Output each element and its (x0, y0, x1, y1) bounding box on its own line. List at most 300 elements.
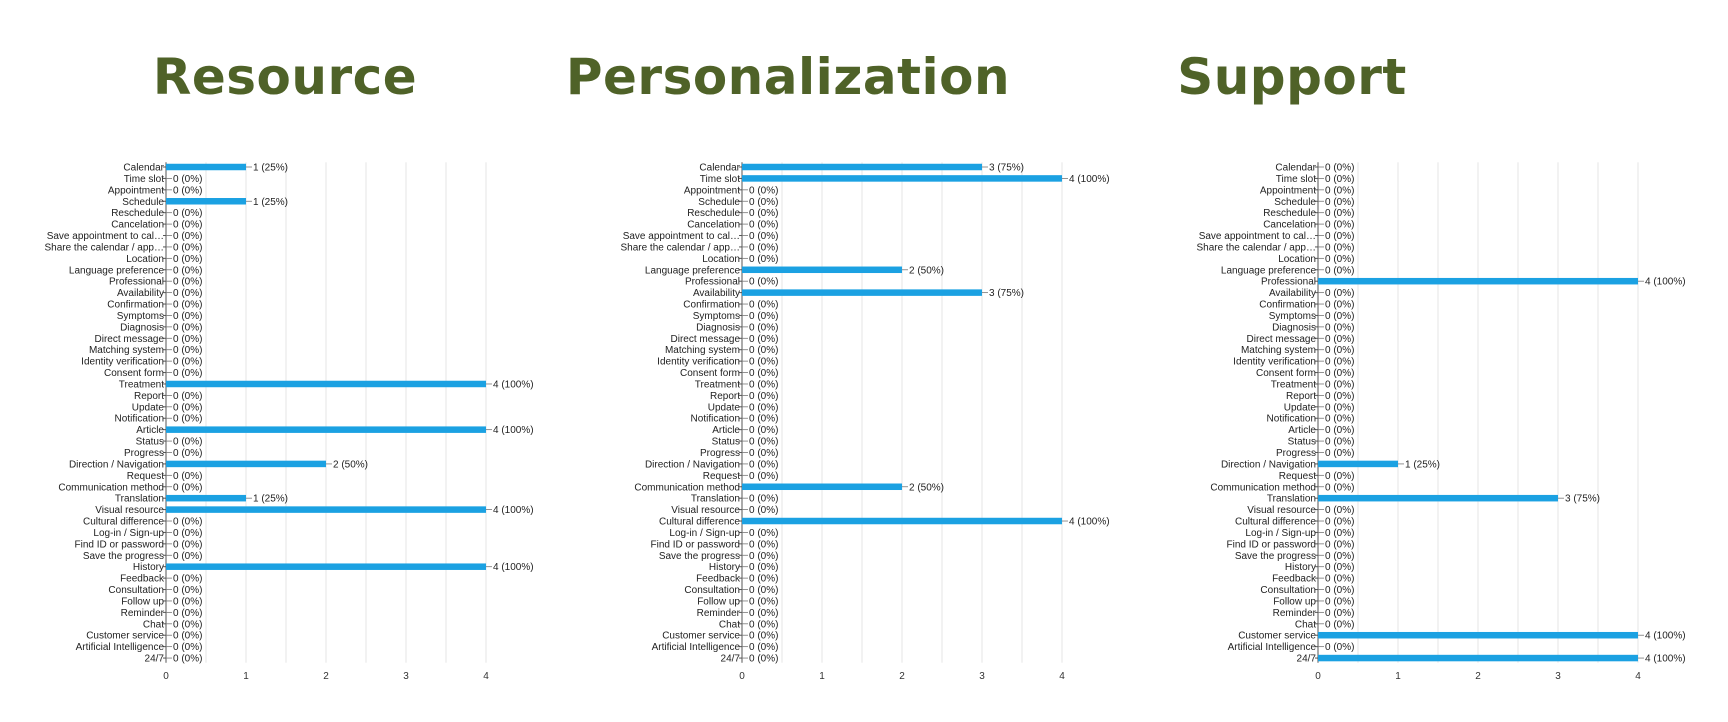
bar-chart-personalization (576, 0, 1152, 722)
category-label: Matching system (1240, 345, 1316, 357)
category-label: Direction / Navigation (644, 459, 740, 471)
data-label: 0 (0%) (173, 242, 203, 254)
category-label: Treatment (694, 379, 740, 391)
bar (166, 563, 486, 570)
data-label: 0 (0%) (173, 368, 203, 380)
data-label: 0 (0%) (1325, 173, 1355, 185)
data-label: 0 (0%) (173, 185, 203, 197)
data-label: 0 (0%) (749, 390, 779, 402)
data-label: 0 (0%) (749, 345, 779, 357)
x-tick-label: 4 (1635, 670, 1641, 682)
data-label: 0 (0%) (749, 459, 779, 471)
data-label: 0 (0%) (749, 299, 779, 311)
category-label: Feedback (696, 573, 740, 585)
category-label: History (1284, 562, 1316, 574)
category-label: Availability (1268, 288, 1316, 300)
data-label: 1 (25%) (253, 162, 289, 174)
data-label: 0 (0%) (173, 231, 203, 243)
category-label: Reschedule (687, 208, 740, 220)
category-label: Report (1285, 390, 1316, 402)
category-label: Direction / Navigation (68, 459, 164, 471)
category-label: Reminder (1272, 607, 1316, 619)
category-label: Report (709, 390, 740, 402)
panel-resource (0, 0, 576, 722)
bar (166, 198, 246, 205)
category-label: Calendar (1275, 162, 1316, 174)
category-label: Request (126, 470, 164, 482)
category-label: 24/7 (1296, 653, 1316, 665)
category-label: Reminder (120, 607, 164, 619)
category-label: Availability (116, 288, 164, 300)
data-label: 1 (25%) (1405, 459, 1441, 471)
category-label: Save appointment to cal… (1198, 231, 1316, 243)
data-label: 3 (75%) (989, 288, 1025, 300)
data-label: 0 (0%) (749, 539, 779, 551)
category-label: Cultural difference (83, 516, 164, 528)
data-label: 0 (0%) (173, 288, 203, 300)
category-label: Confirmation (1259, 299, 1316, 311)
data-label: 4 (100%) (493, 505, 534, 517)
data-label: 0 (0%) (1325, 642, 1355, 654)
category-label: Professional (108, 276, 164, 288)
bar (166, 461, 326, 468)
panel-personalization (565, 0, 1152, 722)
data-label: 0 (0%) (1325, 345, 1355, 357)
category-label: Identity verification (657, 356, 740, 368)
category-label: 24/7 (144, 653, 164, 665)
data-label: 0 (0%) (749, 585, 779, 597)
data-label: 0 (0%) (1325, 482, 1355, 494)
category-label: Consultation (684, 585, 740, 597)
data-label: 4 (100%) (1069, 516, 1110, 528)
data-label: 0 (0%) (173, 527, 203, 539)
category-label: Share the calendar / app… (1196, 242, 1316, 254)
data-label: 0 (0%) (1325, 231, 1355, 243)
category-label: Save the progress (1234, 550, 1316, 562)
category-label: Treatment (118, 379, 164, 391)
data-label: 0 (0%) (749, 505, 779, 517)
data-label: 0 (0%) (749, 653, 779, 665)
data-label: 2 (50%) (909, 265, 945, 277)
data-label: 0 (0%) (1325, 550, 1355, 562)
chart-title-personalization: Personalization (565, 48, 1011, 106)
category-label: Time slot (123, 173, 164, 185)
data-label: 0 (0%) (173, 265, 203, 277)
bar (742, 267, 902, 274)
category-label: Cultural difference (1235, 516, 1316, 528)
data-label: 0 (0%) (173, 253, 203, 265)
x-tick-label: 0 (163, 670, 169, 682)
data-label: 0 (0%) (1325, 299, 1355, 311)
category-label: Direct message (1246, 333, 1316, 345)
category-label: Update (1283, 402, 1316, 414)
data-label: 0 (0%) (749, 402, 779, 414)
data-label: 0 (0%) (1325, 573, 1355, 585)
category-label: Share the calendar / app… (44, 242, 164, 254)
data-label: 0 (0%) (749, 253, 779, 265)
category-label: Update (131, 402, 164, 414)
data-label: 4 (100%) (1069, 173, 1110, 185)
x-tick-label: 4 (1059, 670, 1065, 682)
data-label: 0 (0%) (1325, 619, 1355, 631)
category-label: Article (712, 425, 740, 437)
data-label: 0 (0%) (173, 539, 203, 551)
category-label: Schedule (1274, 196, 1316, 208)
data-label: 0 (0%) (749, 231, 779, 243)
data-label: 0 (0%) (173, 607, 203, 619)
data-label: 0 (0%) (1325, 402, 1355, 414)
data-label: 0 (0%) (749, 356, 779, 368)
data-label: 1 (25%) (253, 493, 289, 505)
data-label: 0 (0%) (173, 653, 203, 665)
data-label: 0 (0%) (1325, 185, 1355, 197)
data-label: 0 (0%) (749, 310, 779, 322)
data-label: 0 (0%) (749, 379, 779, 391)
data-label: 0 (0%) (173, 208, 203, 220)
data-label: 0 (0%) (749, 368, 779, 380)
data-label: 3 (75%) (989, 162, 1025, 174)
data-label: 0 (0%) (173, 550, 203, 562)
panel-support (1152, 0, 1728, 722)
category-label: Matching system (88, 345, 164, 357)
data-label: 0 (0%) (173, 173, 203, 185)
data-label: 0 (0%) (1325, 539, 1355, 551)
data-label: 0 (0%) (173, 276, 203, 288)
category-label: Find ID or password (74, 539, 164, 551)
bar (742, 518, 1062, 525)
data-label: 0 (0%) (749, 448, 779, 459)
data-label: 0 (0%) (1325, 470, 1355, 482)
data-label: 0 (0%) (1325, 208, 1355, 220)
data-label: 0 (0%) (1325, 242, 1355, 254)
x-tick-label: 3 (979, 670, 985, 682)
category-label: Language preference (68, 265, 164, 277)
x-tick-label: 2 (323, 670, 329, 682)
category-label: Chat (718, 619, 740, 631)
category-label: Article (136, 425, 164, 437)
data-label: 0 (0%) (749, 425, 779, 437)
category-label: Calendar (699, 162, 740, 174)
category-label: Professional (684, 276, 740, 288)
category-label: Reschedule (1263, 208, 1316, 220)
category-label: Chat (1294, 619, 1316, 631)
data-label: 0 (0%) (1325, 585, 1355, 597)
data-label: 0 (0%) (173, 630, 203, 642)
data-label: 0 (0%) (1325, 322, 1355, 334)
category-label: Log-in / Sign-up (669, 527, 740, 539)
data-label: 0 (0%) (173, 356, 203, 368)
category-label: Notification (1266, 413, 1316, 425)
bar (1318, 655, 1638, 662)
data-label: 0 (0%) (1325, 448, 1355, 459)
category-label: Progress (123, 448, 164, 459)
data-label: 4 (100%) (493, 425, 534, 437)
data-label: 0 (0%) (1325, 368, 1355, 380)
category-label: Identity verification (1233, 356, 1316, 368)
category-label: Customer service (86, 630, 164, 642)
data-label: 4 (100%) (493, 562, 534, 574)
category-label: Availability (692, 288, 740, 300)
data-label: 0 (0%) (1325, 333, 1355, 345)
chart-title-resource: Resource (152, 48, 418, 106)
category-label: Consultation (108, 585, 164, 597)
category-label: Cancelation (1263, 219, 1316, 231)
category-label: Article (1288, 425, 1316, 437)
category-label: Notification (690, 413, 740, 425)
data-label: 0 (0%) (749, 333, 779, 345)
category-label: Cancelation (687, 219, 740, 231)
data-label: 0 (0%) (749, 573, 779, 585)
bar (166, 506, 486, 512)
category-label: Direct message (670, 333, 740, 345)
data-label: 0 (0%) (1325, 516, 1355, 528)
bar-chart-support (1152, 0, 1728, 722)
category-label: Diagnosis (1272, 322, 1316, 334)
category-label: Visual resource (1247, 505, 1316, 517)
category-label: Feedback (1272, 573, 1316, 585)
data-label: 0 (0%) (1325, 390, 1355, 402)
data-label: 0 (0%) (749, 550, 779, 562)
data-label: 0 (0%) (173, 573, 203, 585)
data-label: 0 (0%) (173, 482, 203, 494)
data-label: 0 (0%) (749, 527, 779, 539)
bar (166, 381, 486, 388)
category-label: Status (711, 436, 740, 448)
data-label: 0 (0%) (1325, 196, 1355, 208)
category-label: Report (133, 390, 164, 402)
category-label: Consent form (103, 368, 164, 380)
category-label: Calendar (123, 162, 164, 174)
category-label: Symptoms (116, 310, 164, 322)
data-label: 4 (100%) (1645, 630, 1686, 642)
category-label: Visual resource (671, 505, 740, 517)
data-label: 0 (0%) (173, 413, 203, 425)
category-label: Visual resource (95, 505, 164, 517)
data-label: 0 (0%) (749, 493, 779, 505)
category-label: Consent form (679, 368, 740, 380)
data-label: 0 (0%) (173, 436, 203, 448)
category-label: Progress (1275, 448, 1316, 459)
category-label: Customer service (1238, 630, 1316, 642)
bar (166, 495, 246, 502)
bar (1318, 278, 1638, 285)
bar (742, 164, 982, 171)
category-label: Professional (1260, 276, 1316, 288)
data-label: 0 (0%) (173, 219, 203, 231)
data-label: 0 (0%) (749, 436, 779, 448)
data-label: 0 (0%) (1325, 356, 1355, 368)
data-label: 0 (0%) (749, 219, 779, 231)
data-label: 0 (0%) (1325, 162, 1355, 174)
category-label: Request (702, 470, 740, 482)
data-label: 0 (0%) (173, 448, 203, 459)
x-tick-label: 2 (899, 670, 905, 682)
category-label: Symptoms (692, 310, 740, 322)
chart-title-support: Support (1177, 48, 1407, 106)
data-label: 0 (0%) (173, 390, 203, 402)
category-label: Save appointment to cal… (46, 231, 164, 243)
category-label: Appointment (107, 185, 164, 197)
data-label: 0 (0%) (173, 310, 203, 322)
bar (742, 289, 982, 296)
data-label: 0 (0%) (1325, 265, 1355, 277)
category-label: Confirmation (683, 299, 740, 311)
category-label: Treatment (1270, 379, 1316, 391)
category-label: Location (1278, 253, 1316, 265)
category-label: Diagnosis (696, 322, 740, 334)
category-label: Follow up (121, 596, 164, 608)
data-label: 0 (0%) (1325, 505, 1355, 517)
x-tick-label: 2 (1475, 670, 1481, 682)
data-label: 0 (0%) (173, 402, 203, 414)
category-label: Notification (114, 413, 164, 425)
category-label: Update (707, 402, 740, 414)
data-label: 0 (0%) (749, 607, 779, 619)
category-label: Direction / Navigation (1220, 459, 1316, 471)
category-label: Language preference (1220, 265, 1316, 277)
category-label: Artificial Intelligence (1227, 642, 1316, 654)
category-label: Save the progress (82, 550, 164, 562)
category-label: Matching system (664, 345, 740, 357)
data-label: 0 (0%) (749, 208, 779, 220)
bar (742, 175, 1062, 182)
x-tick-label: 4 (483, 670, 489, 682)
category-label: Time slot (1275, 173, 1316, 185)
data-label: 0 (0%) (1325, 562, 1355, 574)
x-tick-label: 1 (1395, 670, 1401, 682)
bar (1318, 495, 1558, 502)
category-label: Translation (1266, 493, 1316, 505)
category-label: Follow up (697, 596, 740, 608)
bar (742, 484, 902, 491)
category-label: Identity verification (81, 356, 164, 368)
data-label: 0 (0%) (1325, 219, 1355, 231)
category-label: Chat (142, 619, 164, 631)
category-label: Feedback (120, 573, 164, 585)
data-label: 0 (0%) (749, 322, 779, 334)
data-label: 3 (75%) (1565, 493, 1601, 505)
category-label: Time slot (699, 173, 740, 185)
data-label: 0 (0%) (1325, 527, 1355, 539)
data-label: 0 (0%) (749, 596, 779, 608)
bar (1318, 632, 1638, 639)
data-label: 0 (0%) (1325, 288, 1355, 300)
data-label: 0 (0%) (749, 196, 779, 208)
data-label: 0 (0%) (749, 642, 779, 654)
category-label: Diagnosis (120, 322, 164, 334)
category-label: Request (1278, 470, 1316, 482)
category-label: Customer service (662, 630, 740, 642)
category-label: Cultural difference (659, 516, 740, 528)
data-label: 0 (0%) (1325, 253, 1355, 265)
bar (166, 426, 486, 433)
category-label: History (708, 562, 740, 574)
data-label: 4 (100%) (1645, 276, 1686, 288)
data-label: 1 (25%) (253, 196, 289, 208)
category-label: Communication method (1210, 482, 1316, 494)
data-label: 0 (0%) (173, 322, 203, 334)
data-label: 0 (0%) (173, 596, 203, 608)
bar-chart-resource (0, 0, 576, 722)
data-label: 0 (0%) (1325, 310, 1355, 322)
category-label: Reschedule (111, 208, 164, 220)
data-label: 0 (0%) (1325, 596, 1355, 608)
data-label: 4 (100%) (1645, 653, 1686, 665)
data-label: 4 (100%) (493, 379, 534, 391)
data-label: 0 (0%) (173, 299, 203, 311)
data-label: 0 (0%) (749, 242, 779, 254)
category-label: Confirmation (107, 299, 164, 311)
data-label: 0 (0%) (173, 345, 203, 357)
category-label: Location (126, 253, 164, 265)
category-label: Consultation (1260, 585, 1316, 597)
bar (1318, 461, 1398, 468)
category-label: Translation (690, 493, 740, 505)
data-label: 0 (0%) (749, 470, 779, 482)
x-tick-label: 1 (243, 670, 249, 682)
category-label: Appointment (683, 185, 740, 197)
x-tick-label: 3 (403, 670, 409, 682)
category-label: Artificial Intelligence (75, 642, 164, 654)
category-label: Appointment (1259, 185, 1316, 197)
category-label: Reminder (696, 607, 740, 619)
data-label: 0 (0%) (1325, 436, 1355, 448)
category-label: Consent form (1255, 368, 1316, 380)
category-label: Log-in / Sign-up (93, 527, 164, 539)
data-label: 0 (0%) (173, 470, 203, 482)
category-label: 24/7 (720, 653, 740, 665)
x-tick-label: 0 (739, 670, 745, 682)
category-label: Language preference (644, 265, 740, 277)
x-tick-label: 0 (1315, 670, 1321, 682)
category-label: Translation (114, 493, 164, 505)
data-label: 0 (0%) (749, 619, 779, 631)
category-label: Direct message (94, 333, 164, 345)
x-tick-label: 1 (819, 670, 825, 682)
category-label: Save appointment to cal… (622, 231, 740, 243)
data-label: 0 (0%) (1325, 413, 1355, 425)
data-label: 0 (0%) (749, 630, 779, 642)
category-label: Find ID or password (650, 539, 740, 551)
data-label: 0 (0%) (173, 333, 203, 345)
category-label: Artificial Intelligence (651, 642, 740, 654)
data-label: 0 (0%) (749, 276, 779, 288)
category-label: Progress (699, 448, 740, 459)
data-label: 0 (0%) (173, 585, 203, 597)
data-label: 0 (0%) (749, 185, 779, 197)
category-label: Cancelation (111, 219, 164, 231)
data-label: 0 (0%) (173, 619, 203, 631)
data-label: 2 (50%) (333, 459, 369, 471)
data-label: 0 (0%) (1325, 379, 1355, 391)
category-label: Share the calendar / app… (620, 242, 740, 254)
data-label: 0 (0%) (749, 562, 779, 574)
category-label: Communication method (58, 482, 164, 494)
category-label: Status (1287, 436, 1316, 448)
category-label: History (132, 562, 164, 574)
category-label: Schedule (122, 196, 164, 208)
category-label: Communication method (634, 482, 740, 494)
x-tick-label: 3 (1555, 670, 1561, 682)
data-label: 0 (0%) (173, 642, 203, 654)
category-label: Save the progress (658, 550, 740, 562)
data-label: 0 (0%) (1325, 607, 1355, 619)
category-label: Schedule (698, 196, 740, 208)
data-label: 0 (0%) (749, 413, 779, 425)
category-label: Status (135, 436, 164, 448)
data-label: 0 (0%) (173, 516, 203, 528)
category-label: Symptoms (1268, 310, 1316, 322)
